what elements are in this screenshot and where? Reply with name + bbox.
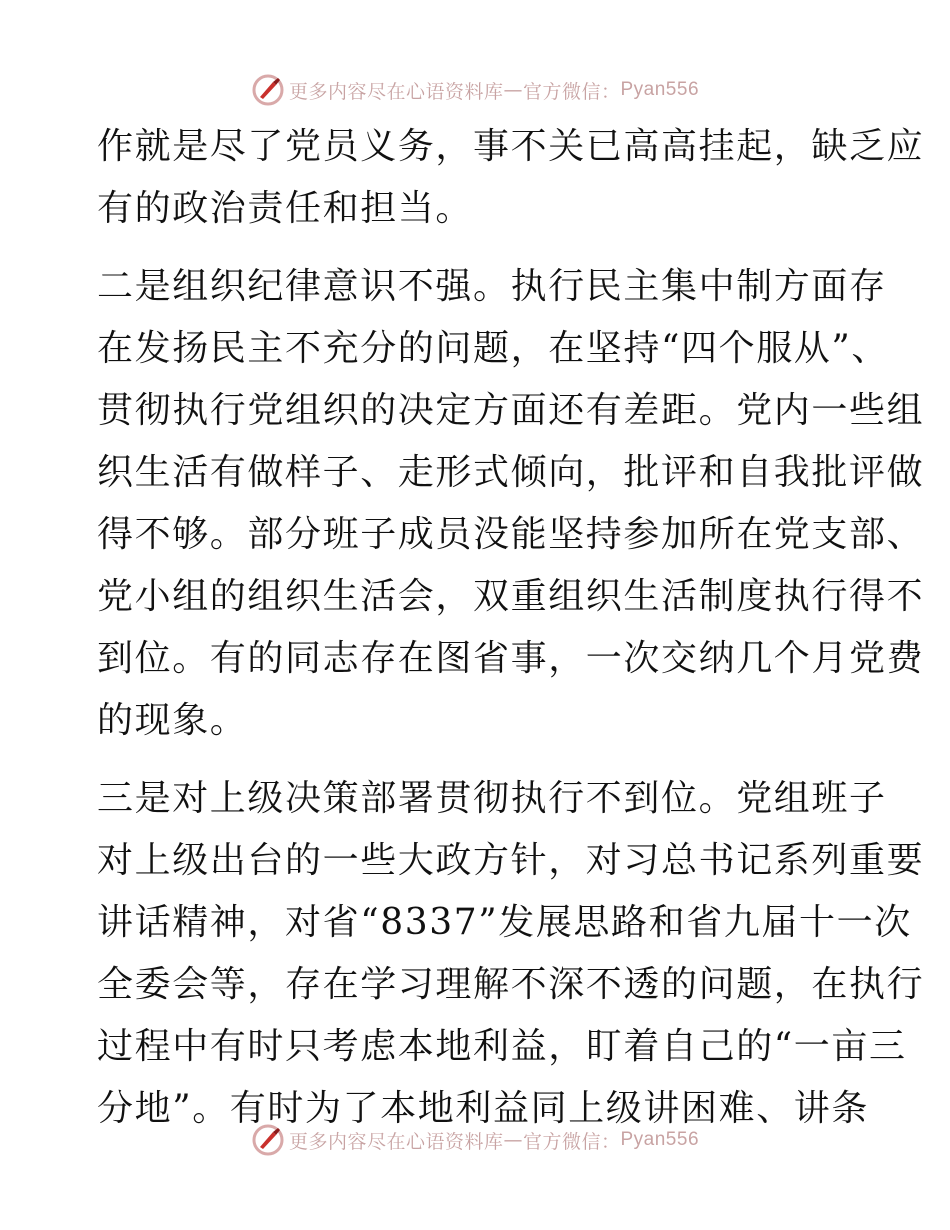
- text-line: 二是组织纪律意识不强。执行民主集中制方面存: [97, 266, 887, 307]
- banner-wechat-label: 官方微信：: [522, 1130, 621, 1153]
- text-line: 全委会等，存在学习理解不深不透的问题，在执行: [97, 964, 925, 1005]
- text-line: 到位。有的同志存在图省事，一次交纳几个月党费: [97, 638, 925, 679]
- banner-wechat-id: Pyan556: [620, 1129, 700, 1150]
- text-line: 的现象。: [97, 700, 248, 741]
- banner-wechat-id: Pyan556: [620, 79, 700, 100]
- quill-logo-icon: [251, 73, 285, 107]
- quill-logo-icon: [251, 1123, 285, 1157]
- text-line: 作就是尽了党员义务，事不关已高高挂起，缺乏应: [97, 126, 925, 167]
- header-watermark-banner: [0, 70, 950, 110]
- text-line: 分地”。有时为了本地利益同上级讲困难、讲条: [97, 1088, 870, 1129]
- text-line: 在发扬民主不充分的问题，在坚持“四个服从”、: [97, 328, 890, 369]
- text-line: 三是对上级决策部署贯彻执行不到位。党组班子: [97, 778, 887, 819]
- text-line: 过程中有时只考虑本地利益，盯着自己的“一亩三: [97, 1026, 907, 1067]
- banner-site-text: 更多内容尽在心语资料库: [288, 80, 504, 103]
- text-line: 得不够。部分班子成员没能坚持参加所在党支部、: [97, 514, 925, 555]
- paragraph-1: [97, 116, 925, 240]
- banner-separator: —: [503, 79, 523, 101]
- banner-wechat-label: 官方微信：: [522, 80, 621, 103]
- banner-separator: —: [503, 1129, 523, 1151]
- text-line: 党小组的组织生活会，双重组织生活制度执行得不: [97, 576, 925, 617]
- text-line: 对上级出台的一些大政方针，对习总书记系列重要: [97, 840, 925, 881]
- footer-watermark-banner: [0, 1120, 950, 1160]
- paragraph-2: [97, 256, 925, 752]
- text-line: 贯彻执行党组织的决定方面还有差距。党内一些组: [97, 390, 925, 431]
- text-line: 讲话精神，对省“8337”发展思路和省九届十一次: [97, 902, 912, 943]
- banner-site-text: 更多内容尽在心语资料库: [288, 1130, 504, 1153]
- text-line: 织生活有做样子、走形式倾向，批评和自我批评做: [97, 452, 925, 493]
- document-body: [97, 116, 925, 1140]
- paragraph-3: [97, 768, 925, 1140]
- text-line: 有的政治责任和担当。: [97, 188, 474, 229]
